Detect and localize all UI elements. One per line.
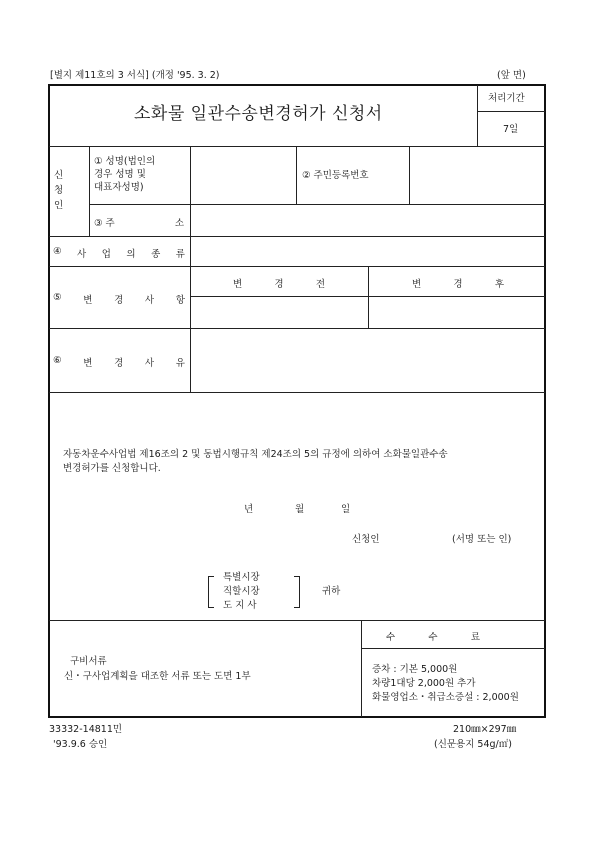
name-label-line3: 대표자성명) (94, 182, 144, 193)
documents-label: 구비서류 (70, 656, 107, 667)
change-items-label: ⑤ 변 경 사 항 (53, 292, 185, 306)
recipient-option-1: 특별시장 (223, 572, 260, 583)
form-title: 소화물 일관수송변경허가 신청서 (134, 104, 383, 124)
date-month: 월 (295, 504, 305, 515)
page-side-label: (앞 면) (497, 70, 526, 81)
footer-paper: (신문용지 54g/㎡) (434, 739, 512, 750)
recipient-bracket-left (208, 576, 214, 608)
processing-period-label: 처리기간 (488, 93, 525, 104)
recipient-bracket-right (294, 576, 300, 608)
fee-line-3: 화물영업소・취급소증설 : 2,000원 (372, 692, 519, 703)
applicant-label-2: 청 (54, 185, 64, 196)
signature-label: 신청인 (352, 534, 380, 545)
change-reason-label: ⑥ 변 경 사 유 (53, 355, 185, 369)
rrn-label: ② 주민등록번호 (302, 170, 369, 181)
recipient-option-3: 도 지 사 (223, 600, 257, 611)
name-label-line2: 경우 성명 및 (94, 169, 146, 180)
statement-line-2: 변경허가를 신청합니다. (63, 463, 161, 474)
applicant-label-3: 인 (54, 200, 64, 211)
documents-item: 신・구사업계획을 대조한 서류 또는 도면 1부 (64, 671, 251, 682)
date-day: 일 (341, 504, 351, 515)
statement-line-1: 자동차운수사업법 제16조의 2 및 동법시행규칙 제24조의 5의 규정에 의하여 소화물일관수송 (63, 449, 448, 460)
fee-header: 수 수 료 (386, 632, 480, 643)
address-label: ③ 주 소 (94, 218, 184, 229)
processing-period-value: 7일 (503, 124, 519, 135)
date-year: 년 (244, 504, 254, 515)
form-reference: [별지 제11호의 3 서식] (개정 '95. 3. 2) (50, 70, 220, 81)
applicant-label-1: 신 (54, 170, 64, 181)
recipient-suffix: 귀하 (322, 586, 341, 597)
signature-note: (서명 또는 인) (452, 534, 512, 545)
before-change-header: 변 경 전 (233, 279, 325, 290)
footer-code: 33332-14811민 (49, 724, 123, 735)
fee-line-1: 증차 : 기본 5,000원 (372, 664, 458, 675)
footer-approval: '93.9.6 승인 (53, 739, 108, 750)
name-label-line1: ① 성명(법인의 (94, 156, 156, 167)
footer-size: 210㎜×297㎜ (453, 724, 517, 735)
recipient-option-2: 직할시장 (223, 586, 260, 597)
fee-line-2: 차량1대당 2,000원 추가 (372, 678, 476, 689)
business-type-label: ④ 사 업 의 종 류 (53, 246, 185, 260)
after-change-header: 변 경 후 (412, 279, 504, 290)
